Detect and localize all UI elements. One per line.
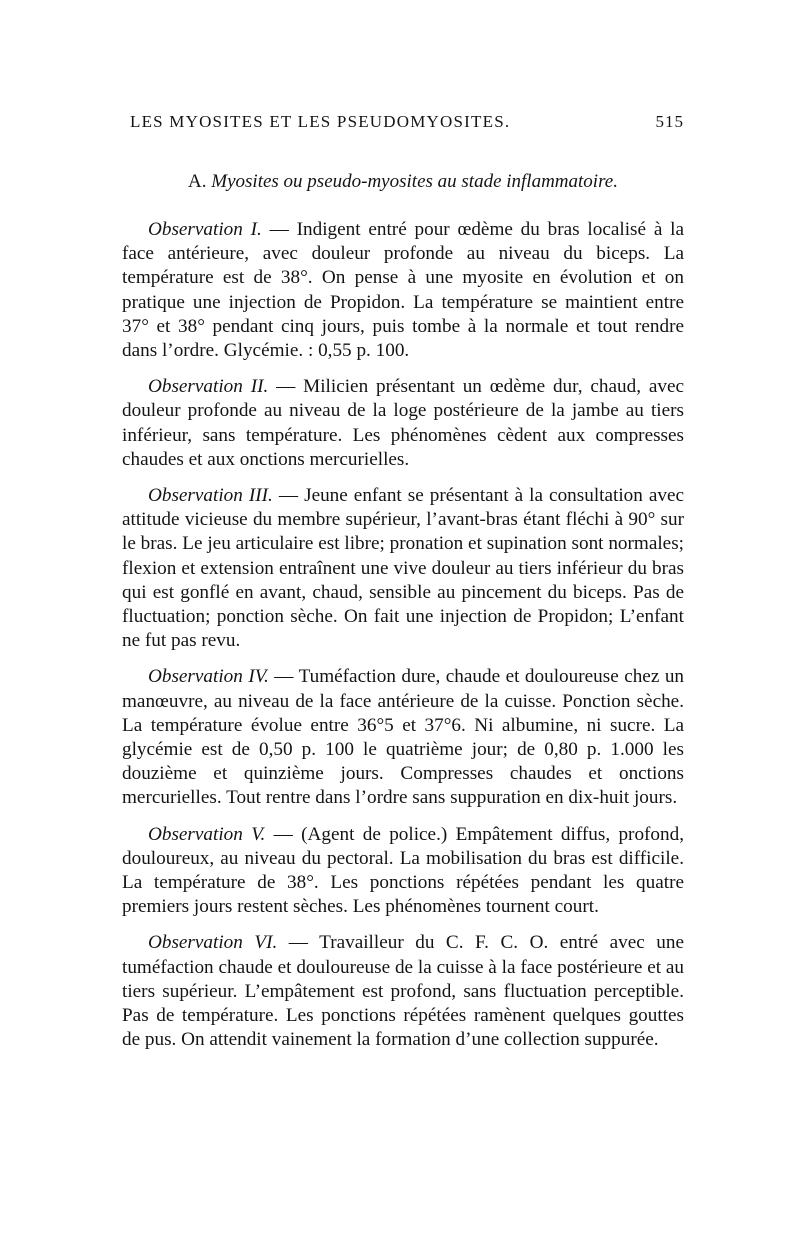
page-number: 515 (655, 112, 684, 131)
observation-paragraph (122, 375, 684, 472)
observation-text: — Milicien présentant un œdème dur, chaud, avec douleur profonde au niveau de la loge postérieure de la jambe au tiers inférieur, sans température. Les phénomènes cèdent aux compresses chaudes et aux onctions mercurielles. (122, 376, 684, 470)
observation-text: — Tuméfaction dure, chaude et douloureuse chez un manœuvre, au niveau de la face antérieure de la cuisse. Ponction sèche. La température évolue entre 36°5 et 37°6. Ni albumine, ni sucre. La glycémie est de 0,50 p. 100 le quatrième jour; de 0,80 p. 1.000 les douzième et quinzième jours. Compresses chaudes et onctions mercurielles. Tout rentre dans l’ordre sans suppuration en dix-huit jours. (122, 666, 685, 809)
observation-text: — Jeune enfant se présentant à la consultation avec attitude vicieuse du membre supérieur, l’avant-bras étant fléchi à 90° sur le bras. Le jeu articulaire est libre; pronation et supination sont normales; flexion et extension entraînent une vive douleur au tiers inférieur du bras qui est gonflé en avant, chaud, sensible au pincement du biceps. Pas de fluctuation; ponction sèche. On fait une injection de Propidon; L’enfant ne fut pas revu. (122, 485, 685, 652)
observation-label: Observation III. (148, 485, 273, 507)
observation-label: Observation IV. (148, 666, 269, 688)
observation-text: — Indigent entré pour œdème du bras localisé à la face antérieure, avec douleur profonde au niveau du biceps. La température est de 38°. On pense à une myosite en évolution et on pratique une injection de Propidon. La température se maintient entre 37° et 38° pendant cinq jours, puis tombe à la normale et tout rendre dans l’ordre. Glycémie. : 0,55 p. 100. (122, 219, 684, 362)
observation-label: Observation VI. (148, 932, 278, 954)
section-title: Myosites ou pseudo-myosites au stade inflammatoire. (211, 171, 618, 192)
observation-paragraph (122, 665, 684, 810)
observation-label: Observation II. (148, 376, 269, 398)
observation-paragraph (122, 218, 684, 363)
section-prefix: A. (188, 171, 207, 192)
observation-label: Observation I. (148, 219, 262, 240)
observation-paragraph (122, 931, 684, 1052)
book-page (122, 108, 684, 1188)
observation-paragraph (122, 484, 684, 653)
observation-paragraph (122, 823, 684, 920)
running-title: LES MYOSITES ET LES PSEUDOMYOSITES. (130, 112, 511, 131)
observation-text: — Travailleur du C. F. C. O. entré avec une tuméfaction chaude et douloureuse de la cuisse à la face postérieure et au tiers supérieur. L’empâtement est profond, sans fluctuation perceptible. Pas de température. Les ponctions répétées ramènent quelques gouttes de pus. On attendit vainement la formation d’une collection suppurée. (122, 932, 684, 1051)
section-heading (122, 170, 684, 194)
observation-label: Observation V. (148, 823, 266, 845)
observation-text: — (Agent de police.) Empâtement diffus, profond, douloureux, au niveau du pectoral. La mobilisation du bras est difficile. La température de 38°. Les ponctions répétées pendant les quatre premiers jours restent sèches. Les phénomènes tournent court. (122, 823, 685, 918)
running-header (122, 108, 684, 142)
